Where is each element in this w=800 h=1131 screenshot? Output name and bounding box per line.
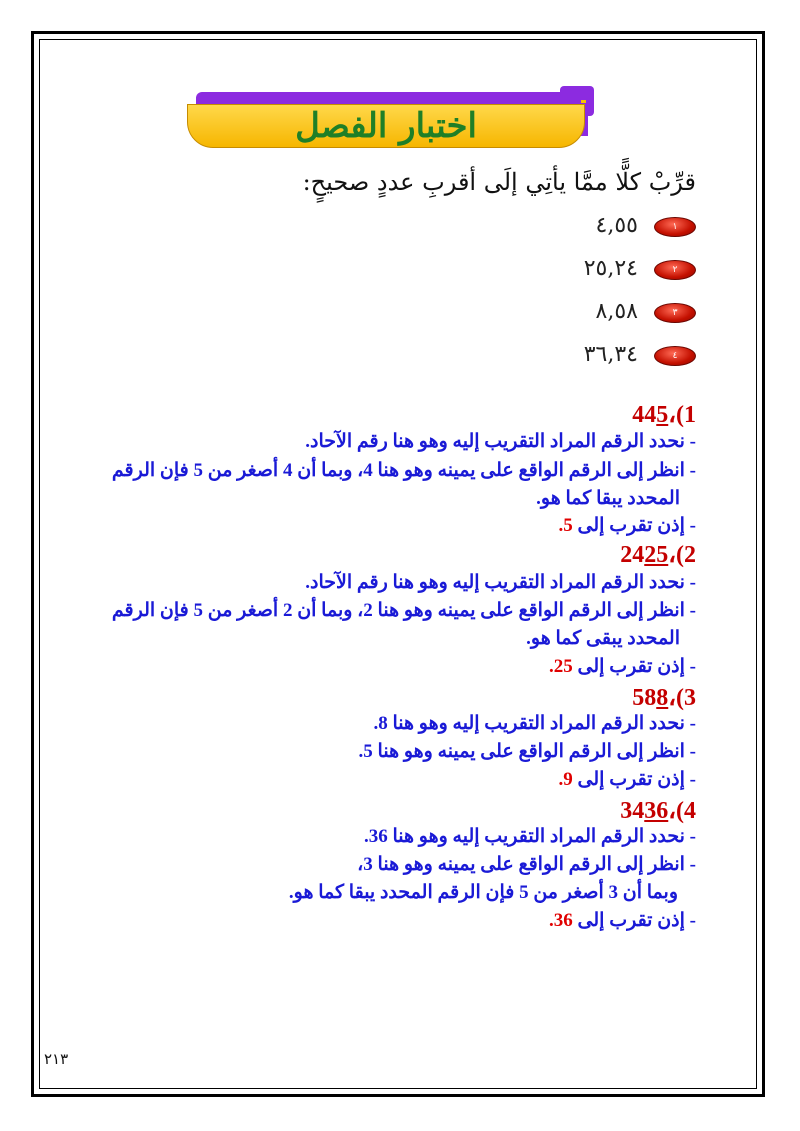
solution-step: - انظر إلى الرقم الواقع على يمينه وهو هنا 2، وبما أن 2 أصغر من 5 فإن الرقم	[111, 600, 696, 621]
question-value: ٢٥,٢٤	[583, 256, 638, 281]
question-item	[516, 342, 696, 370]
question-item	[516, 256, 696, 284]
solution-step: - نحدد الرقم المراد التقريب إليه وهو هنا 36.	[364, 826, 696, 847]
solution-heading: 2)،2425	[620, 542, 696, 568]
solution-result: - إذن تقرب إلى 25.	[549, 656, 696, 677]
question-number-badge: ٣	[654, 303, 696, 323]
solution-heading: 4)،3436	[620, 798, 696, 824]
solution-heading: 1)،445	[632, 402, 696, 428]
solution-step: - نحدد الرقم المراد التقريب إليه وهو هنا رقم الآحاد.	[305, 431, 696, 452]
page-number: ٢١٣	[44, 1050, 69, 1068]
question-number-badge: ٤	[654, 346, 696, 366]
question-number-badge: ٢	[654, 260, 696, 280]
solution-step: - نحدد الرقم المراد التقريب إليه وهو هنا رقم الآحاد.	[305, 572, 696, 593]
solution-step: - انظر إلى الرقم الواقع على يمينه وهو هنا 3،	[357, 854, 696, 875]
question-item	[516, 299, 696, 327]
solution-step: - نحدد الرقم المراد التقريب إليه وهو هنا 8.	[373, 713, 696, 734]
rounded-digit: 36	[644, 798, 669, 824]
banner-tab-dot	[581, 100, 586, 103]
solution-step: وبما أن 3 أصغر من 5 فإن الرقم المحدد يبقا كما هو.	[288, 882, 678, 903]
question-value: ٣٦,٣٤	[583, 342, 638, 367]
solution-result: - إذن تقرب إلى 9.	[558, 769, 696, 790]
instruction-text: قرِّبْ كلًّا ممَّا يأتِي إلَى أقربِ عددٍ صحيحٍ:	[302, 168, 696, 196]
solution-result: - إذن تقرب إلى 36.	[549, 910, 696, 931]
question-item	[516, 213, 696, 241]
solution-step: - انظر إلى الرقم الواقع على يمينه وهو هنا 5.	[358, 741, 696, 762]
question-value: ٨,٥٨	[595, 299, 638, 324]
rounded-digit: 8	[656, 685, 669, 711]
solution-step: المحدد يبقى كما هو.	[526, 628, 680, 649]
rounded-digit: 25	[644, 542, 669, 568]
question-value: ٤,٥٥	[595, 213, 638, 238]
solution-result: - إذن تقرب إلى 5.	[558, 515, 696, 536]
solution-step: المحدد يبقا كما هو.	[536, 488, 680, 509]
question-number-badge: ١	[654, 217, 696, 237]
chapter-test-title: اختبار الفصل	[295, 106, 477, 146]
rounded-digit: 5	[656, 402, 669, 428]
solution-step: - انظر إلى الرقم الواقع على يمينه وهو هنا 4، وبما أن 4 أصغر من 5 فإن الرقم	[111, 460, 696, 481]
solution-heading: 3)،588	[632, 685, 696, 711]
